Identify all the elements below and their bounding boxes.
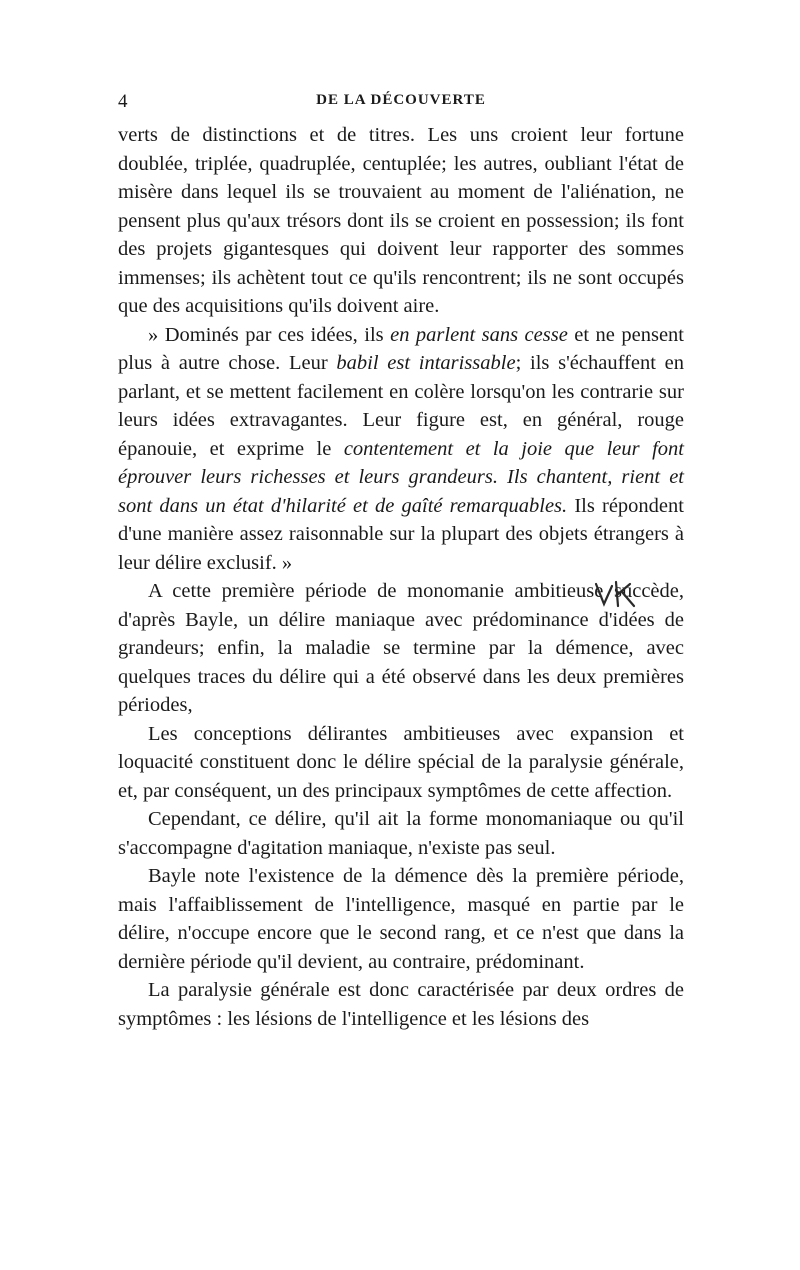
text-segment: A cette première période de monomanie ambitieuse succède, d'après Bayle, un délire maniaque avec prédominance d'idées de grandeurs; enfin, la maladie se termine par la démence, avec quelques traces du délire qui a été observé dans les deux premières périodes,: [118, 580, 684, 716]
italic-segment: babil est intarissable: [336, 352, 516, 374]
text-segment: La paralysie générale est donc caractérisée par deux ordres de symptômes : les lésions de l'intelligence et les lésions des: [118, 979, 684, 1030]
text-segment: verts de distinctions et de titres. Les uns croient leur fortune doublée, triplée, quadruplée, centuplée; les autres, oubliant l'état de misère dans lequel ils se trouvaient au moment de l'aliénation, ne pensent plus qu'aux trésors dont ils se croient en possession; ils font des projets gigantesques qui doivent leur rapporter des sommes immenses; ils achètent tout ce qu'ils rencontrent; ils ne sont occupés que des acquisitions qu'ils doivent aire.: [118, 124, 684, 317]
handwritten-stroke: [596, 582, 634, 606]
paragraph: [118, 720, 684, 806]
paragraph: [118, 321, 684, 578]
body-text: [118, 121, 684, 1033]
text-segment: Les conceptions délirantes ambitieuses avec expansion et loquacité constituent donc le délire spécial de la paralysie générale, et, par conséquent, un des principaux symptômes de cette affection.: [118, 722, 684, 802]
running-title: DE LA DÉCOUVERTE: [316, 92, 486, 108]
text-segment: Ils répondent d'une manière assez raisonnable sur la plupart des objets étrangers à leur délire exclusif. »: [118, 494, 684, 574]
page-number: 4: [118, 91, 128, 112]
italic-segment: en parlent sans cesse: [390, 323, 568, 346]
handwritten-mark: [592, 578, 642, 610]
italic-segment: contentement et la joie que leur font éprouver leurs richesses et leurs grandeurs. Ils chantent, rient et sont dans un état d'hilarité et de gaîté remarquables.: [118, 437, 684, 517]
text-segment: Bayle note l'existence de la démence dès la première période, mais l'affaiblissement de l'intelligence, masqué en partie par le délire, n'occupe encore que le second rang, et ce n'est que dans la dernière période qu'il devient, au contraire, prédominant.: [118, 865, 684, 973]
paragraph: [118, 862, 684, 976]
paragraph: [118, 121, 684, 321]
paragraph: [118, 805, 684, 862]
text-segment: » Dominés par ces idées, ils: [148, 323, 391, 346]
text-segment: Cependant, ce délire, qu'il ait la forme monomaniaque ou qu'il s'accompagne d'agitation maniaque, n'existe pas seul.: [118, 808, 684, 859]
page-header: [118, 91, 684, 115]
text-segment: ; ils s'échauffent en parlant, et se mettent facilement en colère lorsqu'on les contrarie sur leurs idées extravagantes. Leur figure est, en général, rouge épanouie, et exprime le: [118, 352, 684, 460]
text-segment: et ne pensent plus à autre chose. Leur: [118, 323, 684, 374]
paragraph: [118, 976, 684, 1033]
